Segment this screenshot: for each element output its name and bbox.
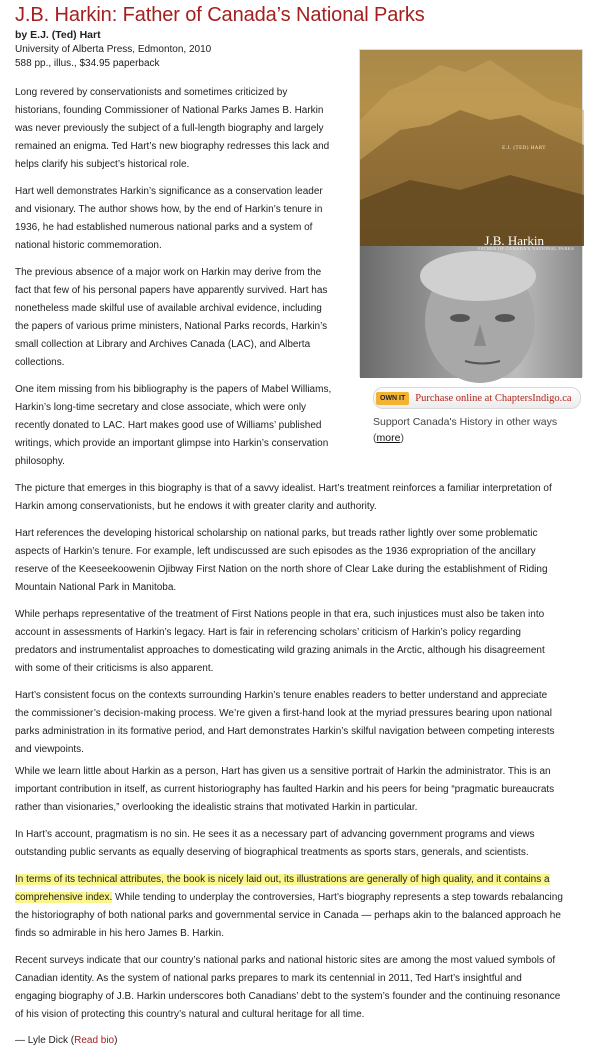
support-close-paren: ) bbox=[400, 432, 404, 444]
paragraph-5: The picture that emerges in this biography is that of a savvy idealist. Hart’s treatment reinforces a familiar interpretation of Harkin among conservationists, but he endows it with greater clarity and authority. bbox=[15, 483, 552, 512]
paragraph-12: Recent surveys indicate that our country’s national parks and national historic sites are among the most valued symbols of Canadian identity. As the system of national parks prepares to mark its centennial in 2011, Ted Hart’s insightful and engaging biography of J.B. Harkin underscores both Canadians’ debt to the system’s founder and the continuing resonance of his vision of protecting this country’s natural and cultural heritage for all time. bbox=[15, 955, 561, 1020]
book-cover-image bbox=[359, 49, 583, 377]
details-line: 588 pp., illus., $34.95 paperback bbox=[15, 58, 160, 69]
signoff-close: ) bbox=[114, 1035, 118, 1046]
paragraph-1: Long revered by conservationists and sometimes criticized by historians, founding Commissioner of National Parks James B. Harkin was never previously the subject of a full-length biography and largely remained an enigma. Ted Hart’s new biography redresses this lack and helps clarify his subject’s historical role. bbox=[15, 87, 330, 170]
paragraph-9: While we learn little about Harkin as a person, Hart has given us a sensitive portrait of Harkin the administrator. This is an important contribution in itself, as current historiography has faulted Harkin and his peers for being “pragmatic bureaucrats rather than visionaries,” overlooking the idealistic strains that motivated Harkin in particular. bbox=[15, 766, 555, 813]
paragraph-7: While perhaps representative of the treatment of First Nations people in that era, such injustices must also be taken into account in assessments of Harkin’s legacy. Hart is fair in referencing scholars’ criticism of Harkin’s policy regarding predators and instrumentalist approaches to domesticating wild grazing animals in the Arctic, although his disagreement with some of their criticisms is also apparent. bbox=[15, 609, 545, 674]
cover-title: J.B. Harkin bbox=[484, 233, 544, 248]
highlighted-text: In terms of its technical attributes, the book is nicely laid out, its illustrations are generally of high quality, and it contains a comprehensive index. bbox=[15, 874, 550, 903]
paragraph-2: Hart well demonstrates Harkin’s significance as a conservation leader and visionary. The author shows how, by the end of Harkin’s tenure in 1936, he had established numerous national parks and a system of national historic commemoration. bbox=[15, 186, 323, 251]
paragraph-8: Hart’s consistent focus on the contexts surrounding Harkin’s tenure enables readers to better understand and appreciate the commissioner’s decision-making process. We’re given a first-hand look at the myriad pressures bearing upon national parks administration in its formative period, and Hart demonstrates Harkin’s skilful navigation between competing interests and viewpoints. bbox=[15, 690, 555, 755]
own-it-badge: OWN IT bbox=[376, 392, 409, 405]
paragraph-10: In Hart’s account, pragmatism is no sin. He sees it as a necessary part of advancing government programs and views outstanding public servants as equally deserving of biographical treatments as sports stars, generals, and scientists. bbox=[15, 829, 535, 858]
cover-subtitle: FATHER OF CANADA'S NATIONAL PARKS bbox=[477, 246, 574, 251]
signoff-author: — Lyle Dick ( bbox=[15, 1035, 75, 1046]
purchase-link[interactable]: Purchase online at ChaptersIndigo.ca bbox=[415, 392, 572, 404]
support-label: Support Canada's History in other ways bbox=[373, 416, 558, 428]
cover-author: E.J. (TED) HART bbox=[502, 146, 546, 151]
cover-portrait-photo bbox=[360, 246, 582, 378]
mountain-illustration bbox=[360, 50, 584, 246]
support-text bbox=[373, 414, 583, 446]
publisher-line: University of Alberta Press, Edmonton, 2010 bbox=[15, 44, 212, 55]
portrait-illustration bbox=[360, 246, 584, 378]
byline: by E.J. (Ted) Hart bbox=[15, 29, 101, 41]
book-sidebar bbox=[359, 49, 583, 446]
support-open-paren: ( bbox=[373, 432, 377, 444]
paragraph-11 bbox=[15, 871, 563, 943]
page-title: J.B. Harkin: Father of Canada’s National Parks bbox=[15, 4, 425, 26]
paragraph-6: Hart references the developing historical scholarship on national parks, but treads rather lightly over some problematic aspects of Harkin’s tenure. For example, left undiscussed are such episodes as the 1936 expropriation of the ancillary reserve of the Keeseekoowenin Ojibway First Nation on the north shore of Clear Lake during the establishment of Riding Mountain National Park in Manitoba. bbox=[15, 528, 548, 593]
read-bio-link[interactable]: Read bio bbox=[74, 1035, 115, 1046]
more-link[interactable]: more bbox=[376, 432, 401, 444]
paragraph-11-rest: While tending to underplay the controversies, Hart’s biography represents a step towards rebalancing the historiography of both national parks and governmental service in Canada — perhaps akin to the balanced approach he finds so admirable in his hero James B. Harkin. bbox=[15, 892, 563, 939]
signoff bbox=[15, 1032, 563, 1050]
cover-mountain-photo bbox=[360, 50, 582, 246]
purchase-button[interactable] bbox=[373, 387, 581, 409]
paragraph-4: One item missing from his bibliography is the papers of Mabel Williams, Harkin’s long-time secretary and close associate, which were only recently donated to LAC. Hart makes good use of Williams’ published writings, which provide an important glimpse into Harkin’s conservation philosophy. bbox=[15, 384, 332, 467]
paragraph-3: The previous absence of a major work on Harkin may derive from the fact that few of his personal papers have apparently survived. Hart has nonetheless made skilful use of available archival evidence, including the papers of various prime ministers, National Parks records, Harkin’s small collection at Library and Archives Canada (LAC), and Alberta collections. bbox=[15, 267, 328, 368]
